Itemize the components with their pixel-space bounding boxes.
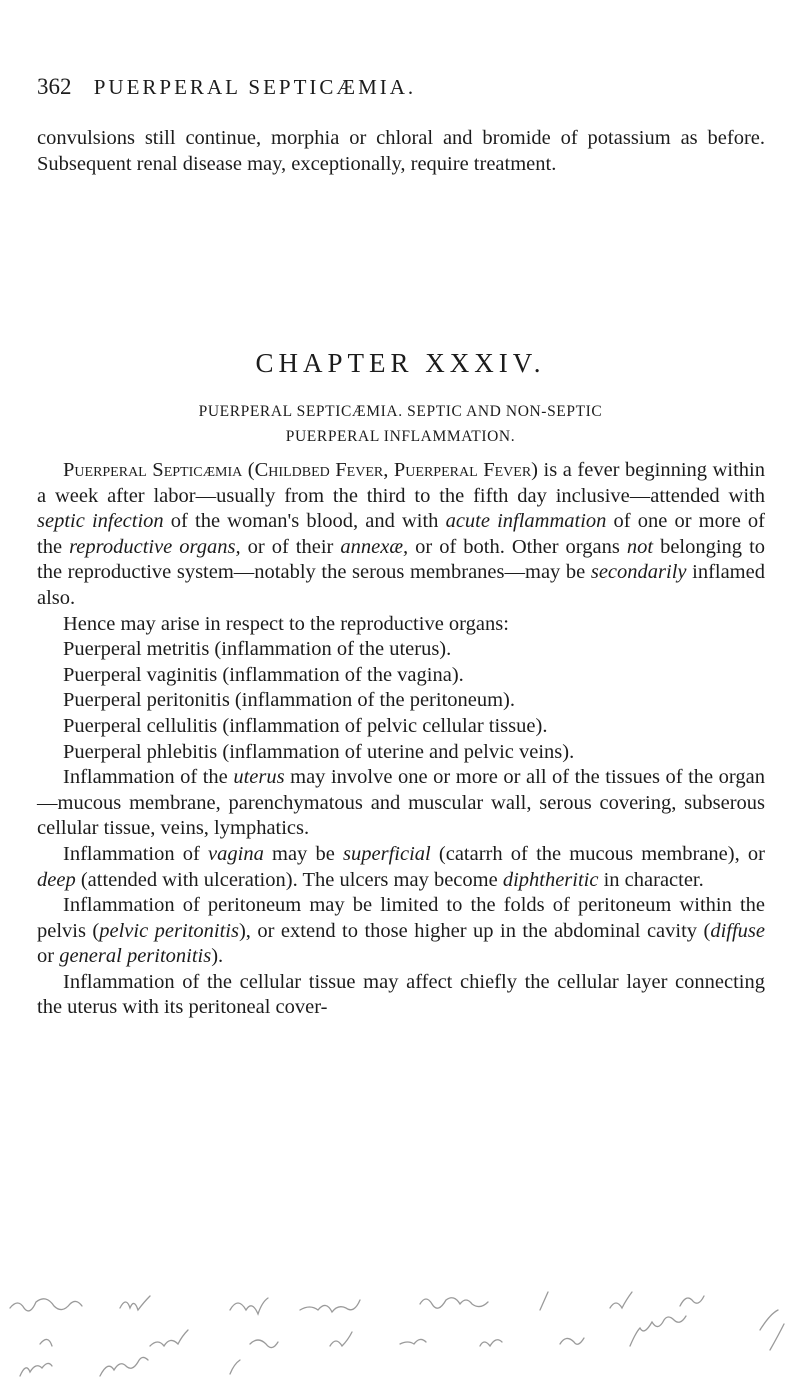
list-item: Puerperal cellulitis (inflammation of pelvic cellular tissue).: [63, 714, 548, 737]
list-item: Puerperal metritis (inflammation of the uterus).: [63, 638, 452, 661]
top-paragraph-block: [37, 126, 765, 177]
list-item: Puerperal peritonitis (inflammation of the peritoneum).: [63, 689, 516, 712]
chapter-title: CHAPTER XXXIV.: [255, 348, 546, 378]
list-item: Puerperal vaginitis (inflammation of the vagina).: [63, 663, 464, 686]
body-text: [37, 458, 765, 1021]
uterus-paragraph: Inflammation of the uterus may involve one or more or all of the tissues of the organ—mucous membrane, parenchymatous and muscular wall, serous covering, subserous cellular tissue, veins, lymphatics.: [37, 766, 765, 840]
chapter-subtitle-line-2: PUERPERAL INFLAMMATION.: [285, 428, 516, 445]
list-item: Puerperal phlebitis (inflammation of uterine and pelvic veins).: [63, 740, 575, 763]
definition-term: Puerperal Septicæmia (Childbed Fever, Puerperal Fever): [63, 459, 538, 481]
page-number: 362: [37, 74, 72, 99]
handwritten-annotation: [0, 1280, 801, 1380]
list-intro: Hence may arise in respect to the reproductive organs:: [63, 612, 509, 635]
vagina-paragraph: Inflammation of vagina may be superficial (catarrh of the mucous membrane), or deep (attended with ulceration). The ulcers may become diphtheritic in character.: [37, 842, 765, 891]
peritoneum-paragraph: Inflammation of peritoneum may be limited to the folds of peritoneum within the pelvis (pelvic peritonitis), or extend to those higher up in the abdominal cavity (diffuse or general peritonitis).: [37, 894, 765, 968]
cellular-paragraph: Inflammation of the cellular tissue may affect chiefly the cellular layer connecting the uterus with its peritoneal cover-: [37, 970, 765, 1019]
top-paragraph: convulsions still continue, morphia or chloral and bromide of potassium as before. Subsequent renal disease may, exceptionally, require treatment.: [37, 127, 765, 175]
chapter-subtitle-line-1: PUERPERAL SEPTICÆMIA. SEPTIC AND NON-SEPTIC: [198, 403, 603, 420]
definition-paragraph: Puerperal Septicæmia (Childbed Fever, Puerperal Fever) is a fever beginning within a week after labor—usually from the third to the fifth day inclusive—attended with septic infection of the woman's blood, and with acute inflammation of one or more of the reproductive organs, or of their annexæ, or of both. Other organs not belonging to the reproductive system—notably the serous membranes—may be secondarily inflamed also.: [37, 459, 766, 609]
running-title: PUERPERAL SEPTICÆMIA.: [93, 75, 417, 99]
page-header: [37, 74, 757, 100]
